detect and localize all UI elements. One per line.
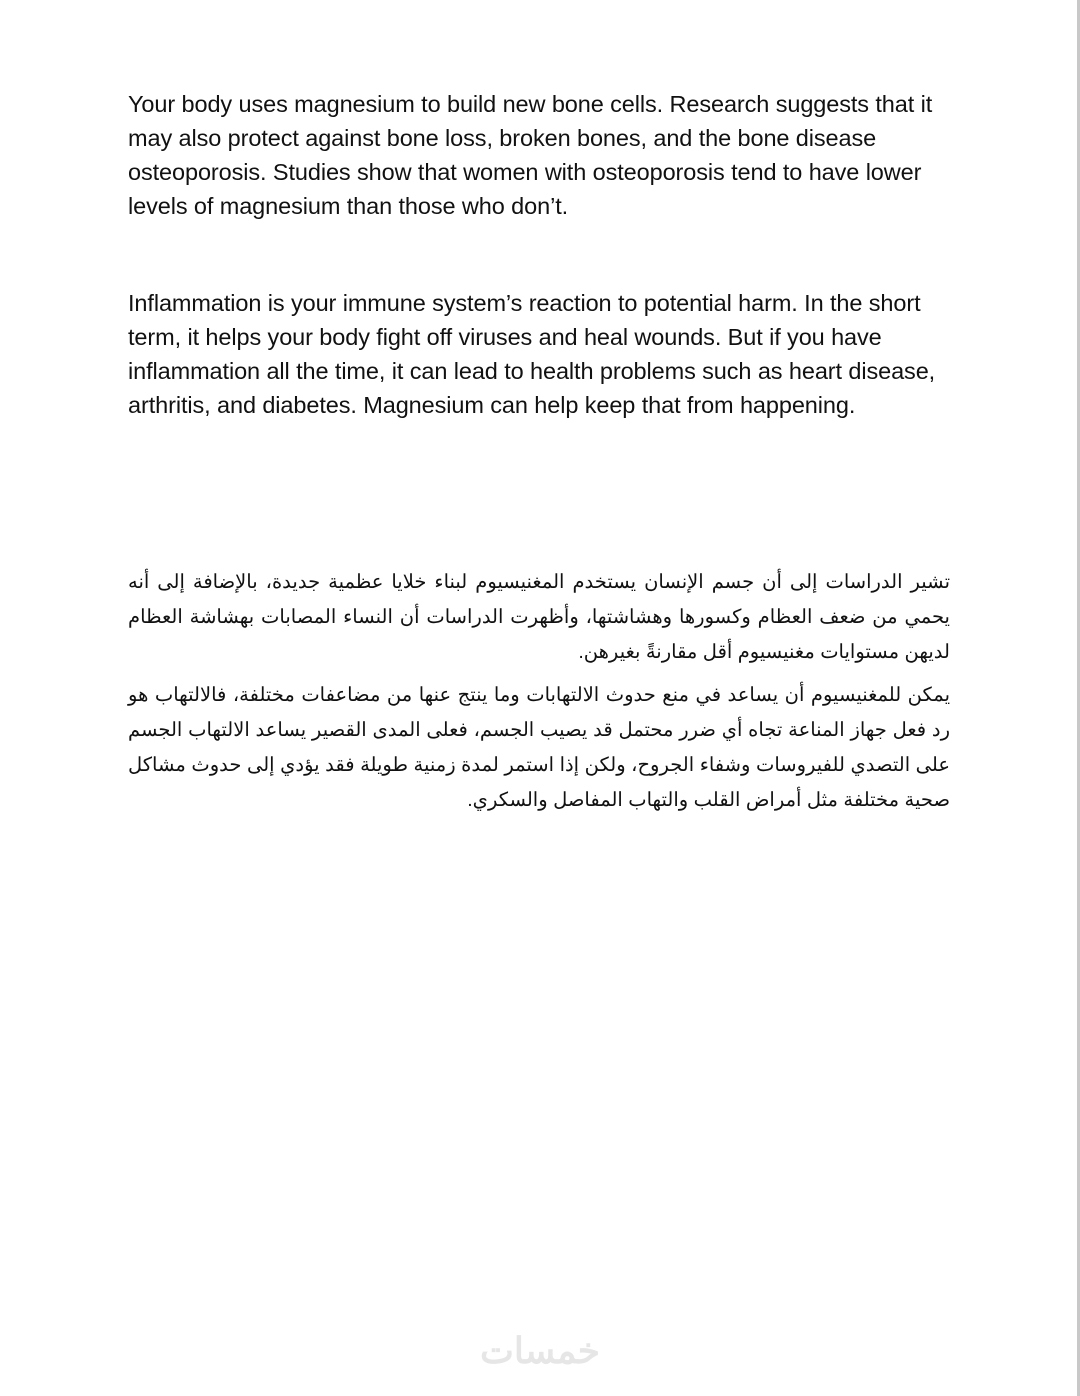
english-paragraph-inflammation: Inflammation is your immune system’s reaction to potential harm. In the short term, it helps your body fight off viruses and heal wounds. But if you have inflammation all the time, it can lead to health problems such as heart disease, arthritis, and diabetes. Magnesium can help keep that from happening.	[128, 290, 936, 418]
arabic-paragraph-inflammation: يمكن للمغنيسيوم أن يساعد في منع حدوث الالتهابات وما ينتج عنها من مضاعفات مختلفة، فالالتهاب هو رد فعل جهاز المناعة تجاه أي ضرر محتمل قد يصيب الجسم، فعلى المدى القصير يساعد الالتهاب الجسم على التصدي للفيروسات وشفاء الجروح، ولكن إذا استمر لمدة زمنية طويلة فقد يؤدي إلى حدوث مشاكل صحية مختلفة مثل أمراض القلب والتهاب المفاصل والسكري.	[128, 684, 950, 811]
english-paragraph-bone-health: Your body uses magnesium to build new bone cells. Research suggests that it may also protect against bone loss, broken bones, and the bone disease osteoporosis. Studies show that women with osteoporosis tend to have lower levels of magnesium than those who don’t.	[128, 91, 933, 219]
arabic-paragraph-bone-health: تشير الدراسات إلى أن جسم الإنسان يستخدم المغنيسيوم لبناء خلايا عظمية جديدة، بالإضافة إلى أنه يحمي من ضعف العظام وكسورها وهشاشتها، وأظهرت الدراسات أن النساء المصابات بهشاشة العظام لديهن مستوايات مغنيسيوم أقل مقارنةً بغيرهن.	[128, 571, 950, 663]
khamsat-watermark-logo: خمسات	[479, 1330, 601, 1371]
